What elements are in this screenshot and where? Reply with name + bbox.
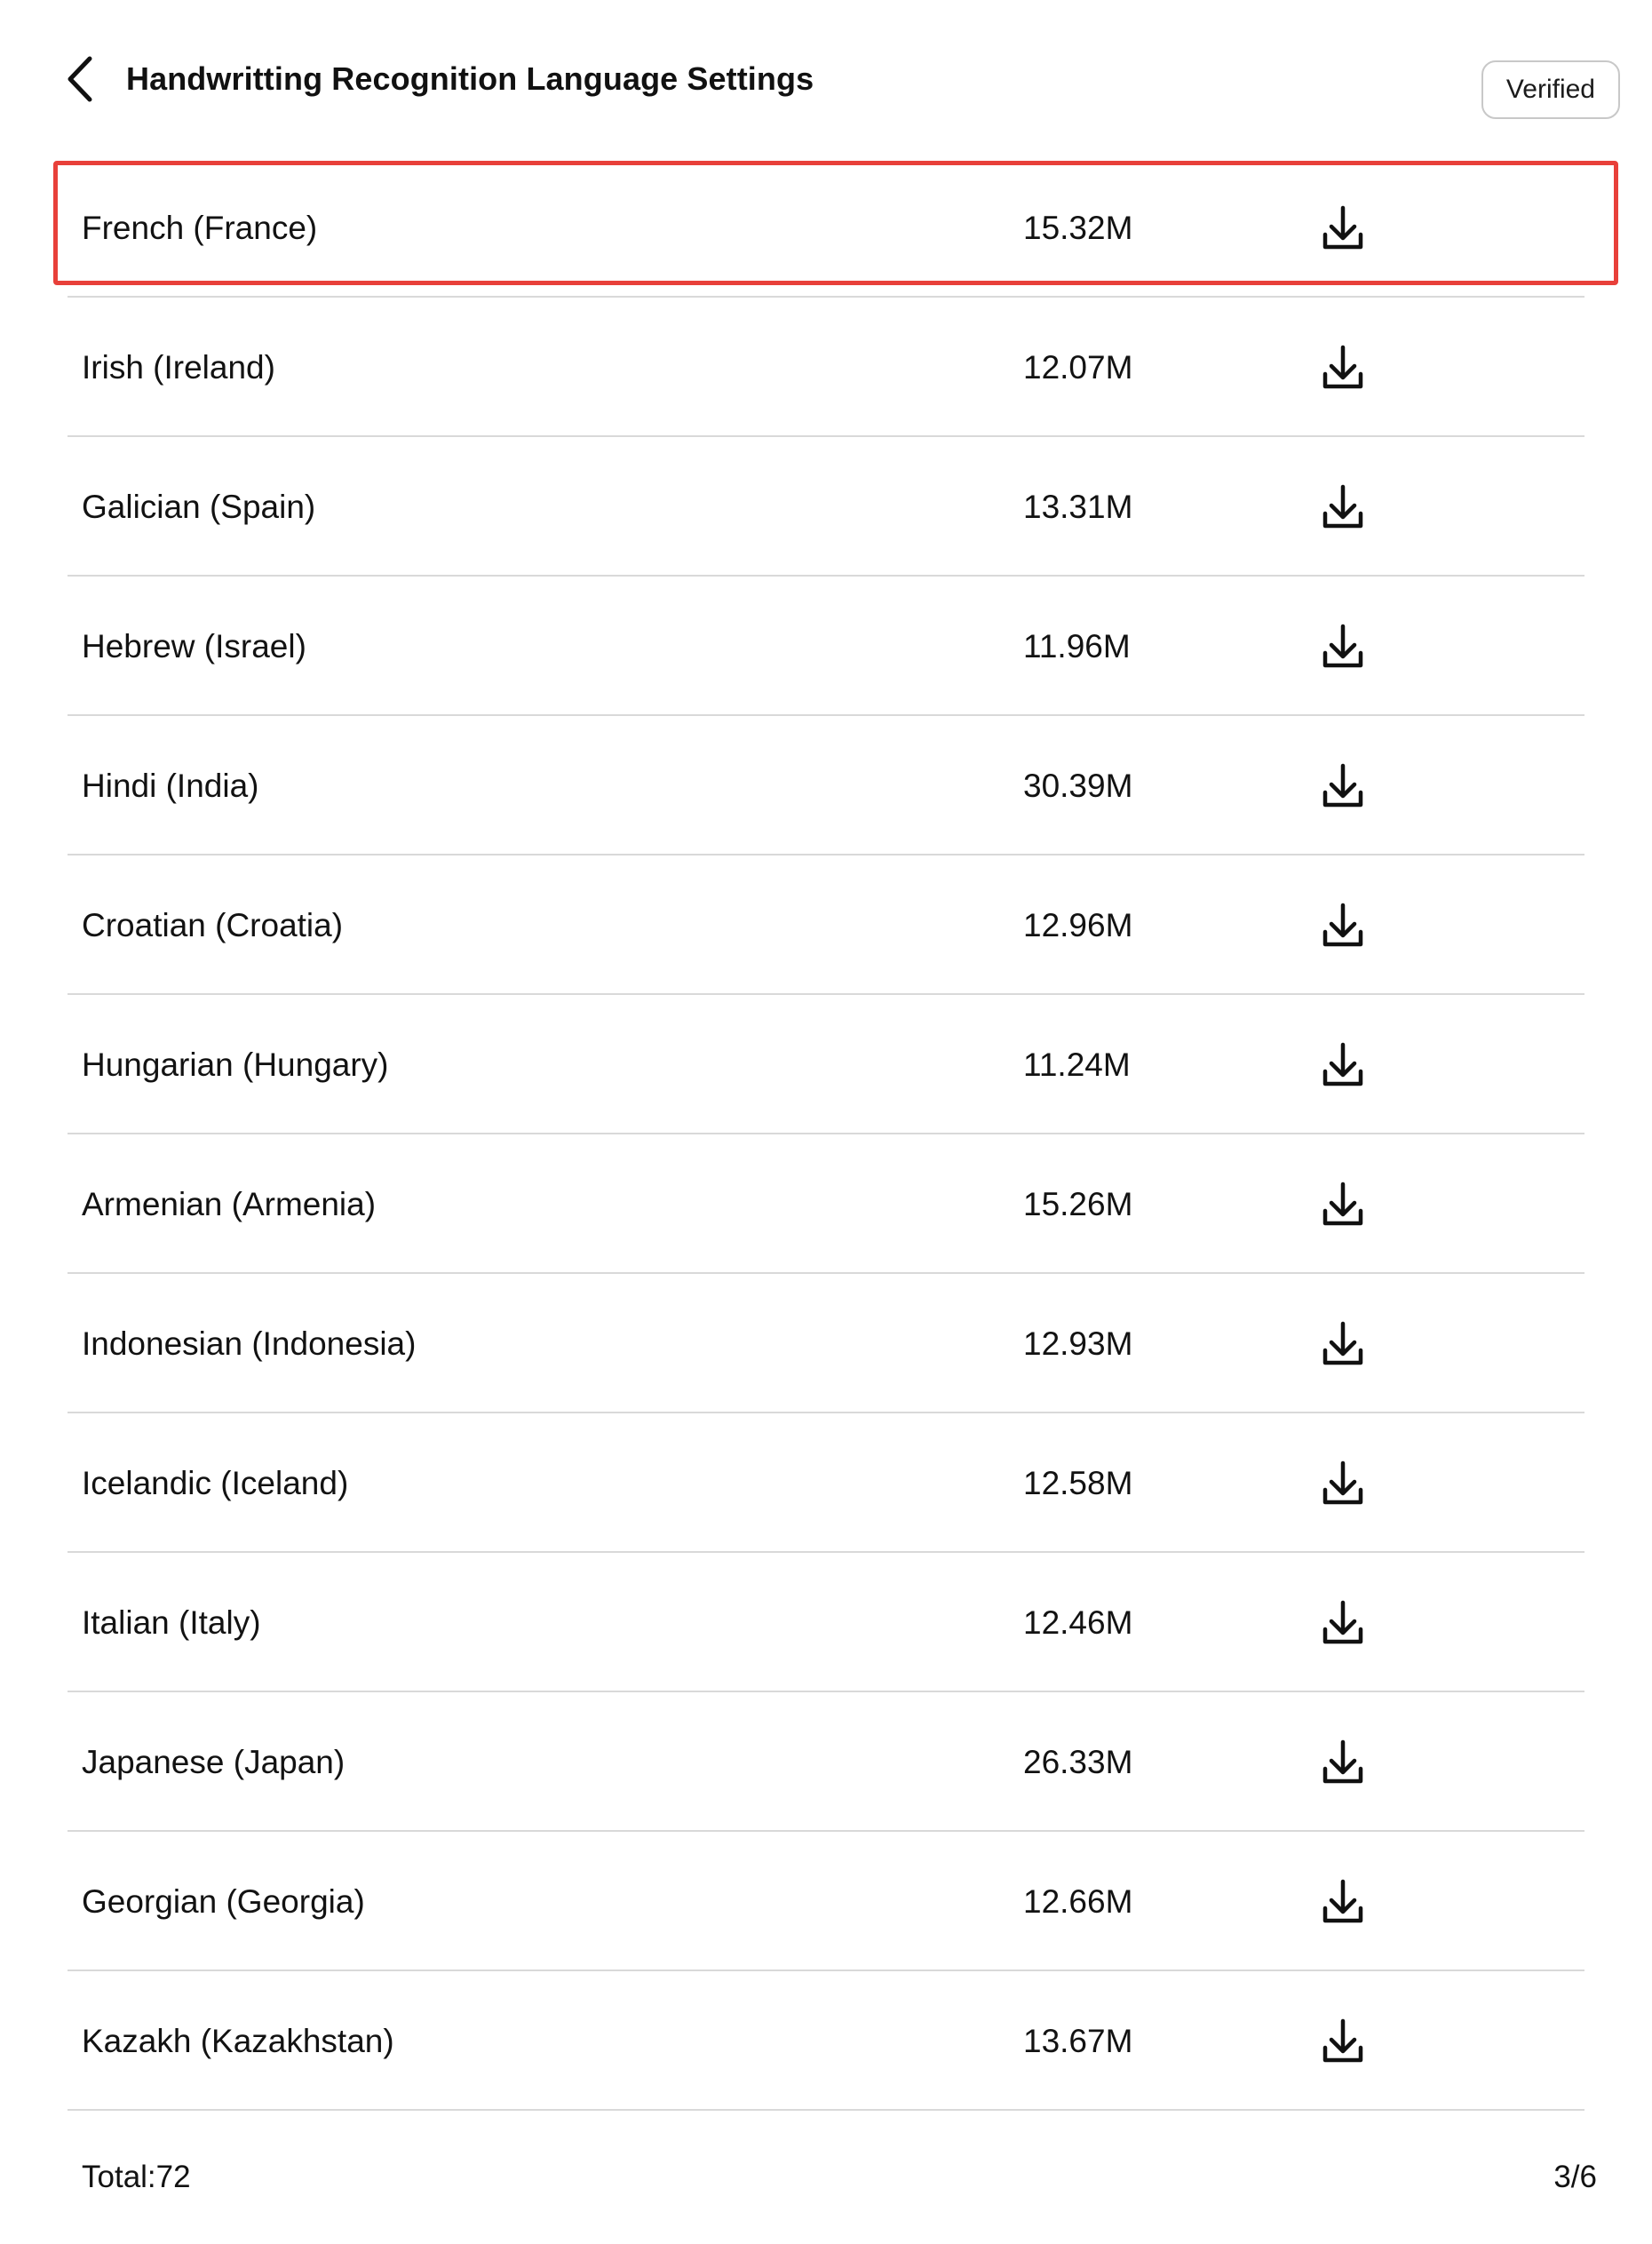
language-name: Indonesian (Indonesia) xyxy=(82,1325,417,1362)
language-size: 12.58M xyxy=(1023,1464,1133,1501)
download-icon xyxy=(1315,760,1370,812)
download-icon xyxy=(1315,900,1370,951)
language-list xyxy=(0,158,1652,2111)
language-size: 30.39M xyxy=(1023,767,1133,804)
verified-badge[interactable]: Verified xyxy=(1481,60,1620,119)
language-name: Irish (Ireland) xyxy=(82,348,275,386)
download-icon xyxy=(1315,1876,1370,1928)
language-name: Icelandic (Iceland) xyxy=(82,1464,349,1501)
download-button[interactable] xyxy=(1290,1318,1396,1370)
download-icon xyxy=(1315,1458,1370,1509)
download-icon xyxy=(1315,1039,1370,1091)
download-button[interactable] xyxy=(1290,1876,1396,1928)
download-button[interactable] xyxy=(1290,1597,1396,1649)
download-icon xyxy=(1315,1179,1370,1230)
table-row[interactable] xyxy=(0,1692,1652,1832)
header xyxy=(0,0,1652,158)
table-row[interactable] xyxy=(0,298,1652,437)
download-icon xyxy=(1315,1318,1370,1370)
chevron-left-icon xyxy=(61,53,100,105)
language-name: Hebrew (Israel) xyxy=(82,627,306,664)
table-row[interactable] xyxy=(0,716,1652,855)
download-button[interactable] xyxy=(1290,1179,1396,1230)
total-count: Total:72 xyxy=(82,2160,191,2194)
table-row[interactable] xyxy=(0,577,1652,716)
table-row[interactable] xyxy=(0,437,1652,577)
language-size: 12.07M xyxy=(1023,348,1133,386)
table-row[interactable] xyxy=(0,1134,1652,1274)
download-icon xyxy=(1315,621,1370,672)
download-icon xyxy=(1315,2016,1370,2067)
download-button[interactable] xyxy=(1290,1039,1396,1091)
download-icon xyxy=(1315,1597,1370,1649)
language-name: Galician (Spain) xyxy=(82,488,316,525)
download-icon xyxy=(1315,203,1370,254)
download-button[interactable] xyxy=(1290,481,1396,533)
download-button[interactable] xyxy=(1290,203,1396,254)
language-size: 26.33M xyxy=(1023,1743,1133,1780)
language-size: 11.96M xyxy=(1023,627,1131,664)
language-name: Croatian (Croatia) xyxy=(82,906,344,943)
language-size: 12.96M xyxy=(1023,906,1133,943)
table-row[interactable] xyxy=(0,1553,1652,1692)
footer xyxy=(0,2111,1652,2244)
language-name: Hungarian (Hungary) xyxy=(82,1046,389,1083)
table-row[interactable] xyxy=(0,1274,1652,1413)
language-size: 13.31M xyxy=(1023,488,1133,525)
language-name: Hindi (India) xyxy=(82,767,259,804)
download-icon xyxy=(1315,1737,1370,1788)
language-size: 15.32M xyxy=(1023,209,1133,246)
download-button[interactable] xyxy=(1290,900,1396,951)
language-size: 15.26M xyxy=(1023,1185,1133,1222)
download-button[interactable] xyxy=(1290,760,1396,812)
language-name: Armenian (Armenia) xyxy=(82,1185,377,1222)
language-name: French (France) xyxy=(82,209,318,246)
download-button[interactable] xyxy=(1290,2016,1396,2067)
table-row[interactable] xyxy=(0,158,1652,298)
language-size: 13.67M xyxy=(1023,2022,1133,2059)
page-title: Handwritting Recognition Language Settings xyxy=(126,60,814,97)
table-row[interactable] xyxy=(0,1832,1652,1971)
language-size: 12.66M xyxy=(1023,1882,1133,1920)
language-name: Kazakh (Kazakhstan) xyxy=(82,2022,394,2059)
language-size: 12.93M xyxy=(1023,1325,1133,1362)
table-row[interactable] xyxy=(0,1971,1652,2111)
language-name: Italian (Italy) xyxy=(82,1603,261,1641)
download-button[interactable] xyxy=(1290,1737,1396,1788)
language-name: Japanese (Japan) xyxy=(82,1743,345,1780)
download-button[interactable] xyxy=(1290,1458,1396,1509)
page-indicator[interactable]: 3/6 xyxy=(1553,2160,1597,2194)
language-size: 12.46M xyxy=(1023,1603,1133,1641)
table-row[interactable] xyxy=(0,855,1652,995)
download-button[interactable] xyxy=(1290,621,1396,672)
back-button[interactable] xyxy=(55,53,107,105)
download-icon xyxy=(1315,342,1370,394)
download-button[interactable] xyxy=(1290,342,1396,394)
download-icon xyxy=(1315,481,1370,533)
language-size: 11.24M xyxy=(1023,1046,1131,1083)
language-name: Georgian (Georgia) xyxy=(82,1882,365,1920)
table-row[interactable] xyxy=(0,995,1652,1134)
table-row[interactable] xyxy=(0,1413,1652,1553)
